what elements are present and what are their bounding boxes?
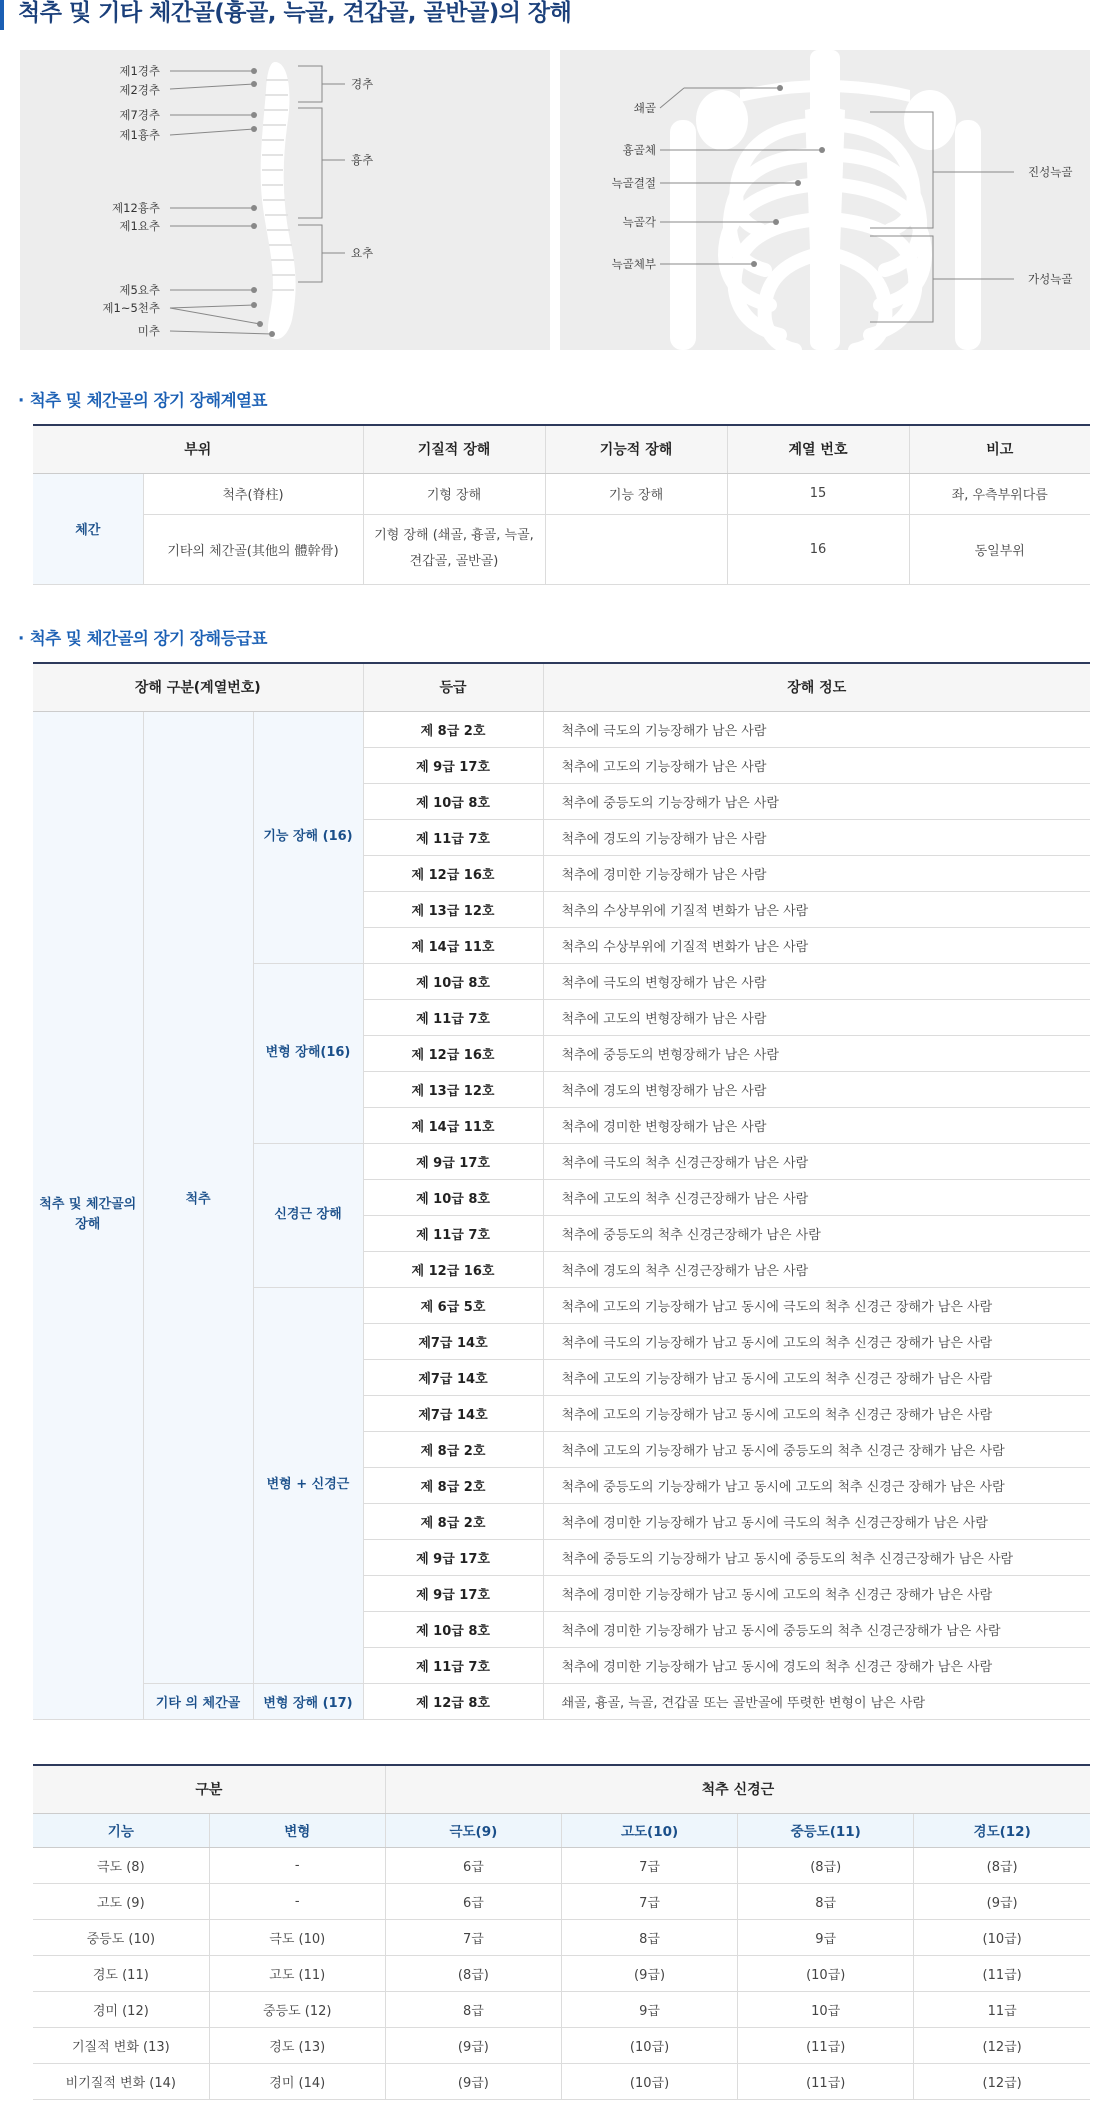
combo-cell: 비기질적 변화 (14) xyxy=(33,2063,209,2099)
degree-cell: 척추에 고도의 기능장해가 남고 동시에 고도의 척추 신경근 장해가 남은 사람 xyxy=(543,1395,1090,1431)
grade-cell: 제 14급 11호 xyxy=(363,1107,543,1143)
combo-cell: 10급 xyxy=(738,1991,914,2027)
degree-cell: 척추에 극도의 기능장해가 남은 사람 xyxy=(543,711,1090,747)
col-category: 장해 구분(계열번호) xyxy=(33,663,363,711)
combo-cell: (11급) xyxy=(738,2027,914,2063)
grade-cell: 제 8급 2호 xyxy=(363,711,543,747)
combo-cell: (10급) xyxy=(561,2063,737,2099)
table-row xyxy=(33,1991,1090,2027)
col-group: 구분 xyxy=(33,1765,385,1813)
degree-cell: 척추에 중등도의 변형장해가 남은 사람 xyxy=(543,1035,1090,1071)
combo-cell: (9급) xyxy=(385,2063,561,2099)
combo-cell: 7급 xyxy=(385,1919,561,1955)
cell-functional xyxy=(545,514,727,584)
grade-cell: 제 10급 8호 xyxy=(363,1611,543,1647)
section-title-series: · 척추 및 체간골의 장기 장해계열표 xyxy=(18,391,267,410)
degree-cell: 척추에 경도의 척추 신경근장해가 남은 사람 xyxy=(543,1251,1090,1287)
grade-cell: 제7급 14호 xyxy=(363,1395,543,1431)
grade-cell: 제 12급 8호 xyxy=(363,1683,543,1719)
col-organic: 기질적 장해 xyxy=(363,425,545,473)
cell-num: 16 xyxy=(727,514,909,584)
degree-cell: 척추에 경미한 기능장해가 남은 사람 xyxy=(543,855,1090,891)
combo-cell: (11급) xyxy=(914,1955,1090,1991)
degree-cell: 척추에 극도의 기능장해가 남고 동시에 고도의 척추 신경근 장해가 남은 사람 xyxy=(543,1323,1090,1359)
col-functional: 기능적 장해 xyxy=(545,425,727,473)
grade-cell: 제 9급 17호 xyxy=(363,1539,543,1575)
label-sacrum: 제1~5천추 xyxy=(102,301,160,315)
degree-cell: 척추의 수상부위에 기질적 변화가 남은 사람 xyxy=(543,891,1090,927)
subcategory-nerve: 신경근 장해 xyxy=(253,1143,363,1287)
degree-cell: 척추에 중등도의 기능장해가 남은 사람 xyxy=(543,783,1090,819)
grade-cell: 제 10급 8호 xyxy=(363,963,543,999)
sub-function: 기능 xyxy=(33,1813,209,1847)
subcategory-other: 변형 장해 (17) xyxy=(253,1683,363,1719)
ribcage-illustration xyxy=(560,50,1090,350)
degree-cell: 척추에 고도의 변형장해가 남은 사람 xyxy=(543,999,1090,1035)
sub-mild: 경도(12) xyxy=(914,1813,1090,1847)
table-row xyxy=(33,1955,1090,1991)
label-costal-cartilage: 늑골결절 xyxy=(611,176,656,190)
grade-cell: 제7급 14호 xyxy=(363,1323,543,1359)
degree-cell: 척추에 고도의 척추 신경근장해가 남은 사람 xyxy=(543,1179,1090,1215)
label-false-ribs: 가성늑골 xyxy=(1028,272,1073,286)
combo-cell: (8급) xyxy=(385,1955,561,1991)
grade-cell: 제 8급 2호 xyxy=(363,1431,543,1467)
degree-cell: 척추에 중등도의 기능장해가 남고 동시에 고도의 척추 신경근 장해가 남은 사람 xyxy=(543,1467,1090,1503)
section-title-grades: · 척추 및 체간골의 장기 장해등급표 xyxy=(18,629,267,648)
label-c7: 제7경추 xyxy=(119,108,160,122)
table-row xyxy=(33,711,1090,747)
label-clavicle: 쇄골 xyxy=(633,101,656,115)
cell-functional: 기능 장해 xyxy=(545,473,727,514)
grade-cell: 제 8급 2호 xyxy=(363,1503,543,1539)
col-part: 부위 xyxy=(33,425,363,473)
combo-cell: 경도 (11) xyxy=(33,1955,209,1991)
cell-part: 척추(脊柱) xyxy=(143,473,363,514)
degree-cell: 척추에 극도의 변형장해가 남은 사람 xyxy=(543,963,1090,999)
cell-note: 좌, 우측부위다름 xyxy=(909,473,1090,514)
combo-cell: 경미 (14) xyxy=(209,2063,385,2099)
combo-cell: 8급 xyxy=(738,1883,914,1919)
combo-cell: 11급 xyxy=(914,1991,1090,2027)
combo-cell: (11급) xyxy=(738,2063,914,2099)
cell-num: 15 xyxy=(727,473,909,514)
spine-figure xyxy=(20,50,550,350)
category-other-trunk: 기타 의 체간골 xyxy=(143,1683,253,1719)
combo-cell: 경도 (13) xyxy=(209,2027,385,2063)
label-sternum: 흉골체 xyxy=(622,143,656,157)
grade-cell: 제 12급 16호 xyxy=(363,1251,543,1287)
grade-table xyxy=(33,662,1090,1720)
degree-cell: 척추에 중등도의 척추 신경근장해가 남은 사람 xyxy=(543,1215,1090,1251)
sub-extreme: 극도(9) xyxy=(385,1813,561,1847)
combo-cell: (12급) xyxy=(914,2027,1090,2063)
combo-cell: 중등도 (10) xyxy=(33,1919,209,1955)
grade-cell: 제 9급 17호 xyxy=(363,747,543,783)
table-row xyxy=(33,1883,1090,1919)
grade-cell: 제 14급 11호 xyxy=(363,927,543,963)
combo-cell: 고도 (11) xyxy=(209,1955,385,1991)
label-rib-angle: 늑골각 xyxy=(622,215,656,229)
combo-cell: (9급) xyxy=(385,2027,561,2063)
combo-cell: - xyxy=(209,1847,385,1883)
combo-cell: 9급 xyxy=(738,1919,914,1955)
combo-cell: 7급 xyxy=(561,1847,737,1883)
col-note: 비고 xyxy=(909,425,1090,473)
table-row xyxy=(33,1683,1090,1719)
sub-moderate: 중등도(11) xyxy=(738,1813,914,1847)
grade-cell: 제 10급 8호 xyxy=(363,1179,543,1215)
grade-cell: 제 11급 7호 xyxy=(363,819,543,855)
label-t1: 제1흉추 xyxy=(119,128,160,142)
degree-cell: 쇄골, 흉골, 늑골, 견갑골 또는 골반골에 뚜렷한 변형이 남은 사람 xyxy=(543,1683,1090,1719)
combo-cell: (9급) xyxy=(914,1883,1090,1919)
label-rib-body: 늑골체부 xyxy=(611,257,656,271)
combo-cell: 극도 (10) xyxy=(209,1919,385,1955)
degree-cell: 척추에 경미한 기능장해가 남고 동시에 극도의 척추 신경근장해가 남은 사람 xyxy=(543,1503,1090,1539)
combo-cell: (10급) xyxy=(914,1919,1090,1955)
combo-cell: 8급 xyxy=(385,1991,561,2027)
combo-cell: 기질적 변화 (13) xyxy=(33,2027,209,2063)
grade-cell: 제 12급 16호 xyxy=(363,1035,543,1071)
degree-cell: 척추에 고도의 기능장해가 남고 동시에 극도의 척추 신경근 장해가 남은 사람 xyxy=(543,1287,1090,1323)
grade-cell: 제 11급 7호 xyxy=(363,1215,543,1251)
label-coccyx: 미추 xyxy=(137,324,160,338)
label-t12: 제12흉추 xyxy=(112,201,160,215)
grade-cell: 제 8급 2호 xyxy=(363,1467,543,1503)
label-true-ribs: 진성늑골 xyxy=(1028,165,1073,179)
combo-cell: (12급) xyxy=(914,2063,1090,2099)
label-c1: 제1경추 xyxy=(119,64,160,78)
degree-cell: 척추에 고도의 기능장해가 남은 사람 xyxy=(543,747,1090,783)
subcategory-func: 기능 장해 (16) xyxy=(253,711,363,963)
grade-cell: 제7급 14호 xyxy=(363,1359,543,1395)
col-grade: 등급 xyxy=(363,663,543,711)
combo-cell: (9급) xyxy=(561,1955,737,1991)
grade-cell: 제 11급 7호 xyxy=(363,999,543,1035)
sub-severe: 고도(10) xyxy=(561,1813,737,1847)
category-spine: 척추 xyxy=(143,711,253,1683)
label-c2: 제2경추 xyxy=(119,83,160,97)
combo-cell: 경미 (12) xyxy=(33,1991,209,2027)
combo-cell: (10급) xyxy=(738,1955,914,1991)
label-thoracic: 흉추 xyxy=(351,153,374,167)
group-trunk: 체간 xyxy=(33,473,143,584)
combo-cell: - xyxy=(209,1883,385,1919)
degree-cell: 척추에 경도의 기능장해가 남은 사람 xyxy=(543,819,1090,855)
combo-cell: 7급 xyxy=(561,1883,737,1919)
grade-cell: 제 10급 8호 xyxy=(363,783,543,819)
sub-deform: 변형 xyxy=(209,1813,385,1847)
page-title: 척추 및 기타 체간골(흉골, 늑골, 견갑골, 골반골)의 장해 xyxy=(0,0,571,30)
col-series-num: 계열 번호 xyxy=(727,425,909,473)
subcategory-combo: 변형 + 신경근 xyxy=(253,1287,363,1683)
grade-cell: 제 6급 5호 xyxy=(363,1287,543,1323)
degree-cell: 척추에 경미한 기능장해가 남고 동시에 경도의 척추 신경근 장해가 남은 사람 xyxy=(543,1647,1090,1683)
degree-cell: 척추의 수상부위에 기질적 변화가 남은 사람 xyxy=(543,927,1090,963)
grade-cell: 제 12급 16호 xyxy=(363,855,543,891)
degree-cell: 척추에 고도의 기능장해가 남고 동시에 고도의 척추 신경근 장해가 남은 사람 xyxy=(543,1359,1090,1395)
grade-cell: 제 9급 17호 xyxy=(363,1575,543,1611)
ribcage-figure xyxy=(560,50,1090,350)
series-table xyxy=(33,424,1090,585)
degree-cell: 척추에 극도의 척추 신경근장해가 남은 사람 xyxy=(543,1143,1090,1179)
combo-cell: 중등도 (12) xyxy=(209,1991,385,2027)
grade-cell: 제 9급 17호 xyxy=(363,1143,543,1179)
col-degree: 장해 정도 xyxy=(543,663,1090,711)
degree-cell: 척추에 경미한 기능장해가 남고 동시에 중등도의 척추 신경근장해가 남은 사람 xyxy=(543,1611,1090,1647)
combo-cell: 9급 xyxy=(561,1991,737,2027)
degree-cell: 척추에 경도의 변형장해가 남은 사람 xyxy=(543,1071,1090,1107)
subcategory-deform: 변형 장해(16) xyxy=(253,963,363,1143)
table-row xyxy=(33,1919,1090,1955)
label-cervical: 경추 xyxy=(351,77,374,91)
cell-note: 동일부위 xyxy=(909,514,1090,584)
combo-cell: (8급) xyxy=(738,1847,914,1883)
label-l1: 제1요추 xyxy=(119,219,160,233)
table-row xyxy=(33,2063,1090,2099)
combo-cell: 고도 (9) xyxy=(33,1883,209,1919)
degree-cell: 척추에 경미한 변형장해가 남은 사람 xyxy=(543,1107,1090,1143)
spine-illustration xyxy=(20,50,550,350)
label-l5: 제5요추 xyxy=(119,283,160,297)
degree-cell: 척추에 경미한 기능장해가 남고 동시에 고도의 척추 신경근 장해가 남은 사람 xyxy=(543,1575,1090,1611)
grade-cell: 제 13급 12호 xyxy=(363,891,543,927)
degree-cell: 척추에 중등도의 기능장해가 남고 동시에 중등도의 척추 신경근장해가 남은 사람 xyxy=(543,1539,1090,1575)
grade-cell: 제 13급 12호 xyxy=(363,1071,543,1107)
label-lumbar: 요추 xyxy=(351,246,374,260)
combo-cell: 8급 xyxy=(561,1919,737,1955)
degree-cell: 척추에 고도의 기능장해가 남고 동시에 중등도의 척추 신경근 장해가 남은 사람 xyxy=(543,1431,1090,1467)
grade-cell: 제 11급 7호 xyxy=(363,1647,543,1683)
cell-organic: 기형 장해 xyxy=(363,473,545,514)
combo-cell: (8급) xyxy=(914,1847,1090,1883)
combo-cell: 6급 xyxy=(385,1847,561,1883)
table-row xyxy=(33,1847,1090,1883)
combo-cell: 6급 xyxy=(385,1883,561,1919)
cell-part: 기타의 체간골(其他의 體幹骨) xyxy=(143,514,363,584)
col-nerve-root: 척추 신경근 xyxy=(385,1765,1090,1813)
combo-cell: 극도 (8) xyxy=(33,1847,209,1883)
cell-organic: 기형 장해 (쇄골, 흉골, 늑골, 견갑골, 골반골) xyxy=(363,514,545,584)
category-spine-trunk: 척추 및 체간골의 장해 xyxy=(33,711,143,1719)
table-row xyxy=(33,2027,1090,2063)
combo-cell: (10급) xyxy=(561,2027,737,2063)
combination-table xyxy=(33,1764,1090,2100)
